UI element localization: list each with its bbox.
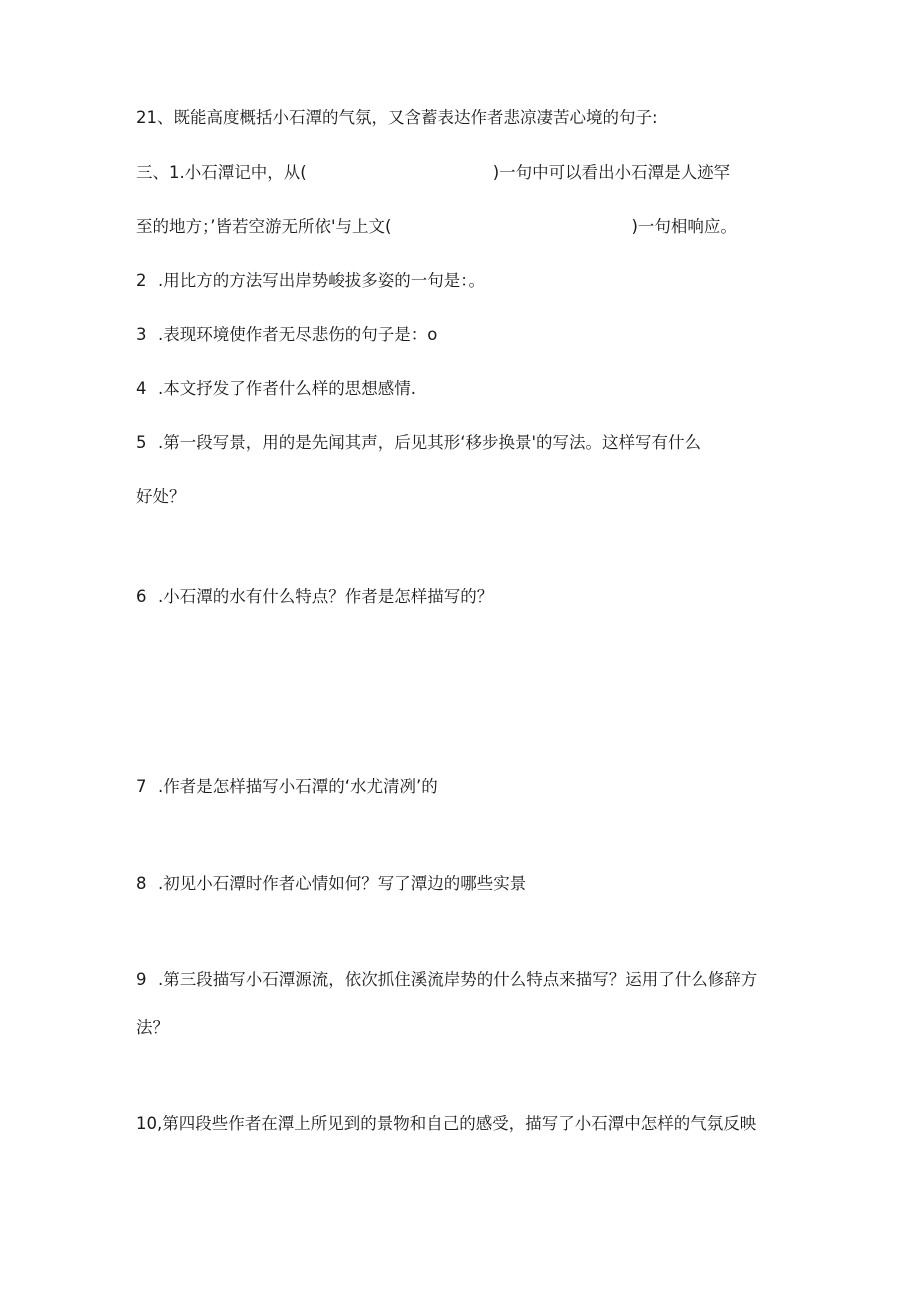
section-3-question-1-line-2 — [136, 216, 737, 238]
question-number: 5 — [136, 433, 147, 452]
question-text: .第三段描写小石潭源流，依次抓住溪流岸势的什么特点来描写？运用了什么修辞方 — [158, 970, 758, 989]
question-number: 3 — [136, 325, 147, 344]
question-3 — [136, 324, 437, 346]
question-number: 4 — [136, 379, 147, 398]
question-text: .作者是怎样描写小石潭的‘水尤清冽’的 — [158, 777, 438, 796]
question-text: .小石潭的水有什么特点？作者是怎样描写的？ — [158, 587, 494, 606]
question-text: .用比方的方法写出岸势峻拔多姿的一句是：。 — [158, 271, 485, 290]
question-9-continuation: 法？ — [136, 1018, 169, 1037]
question-number: 7 — [136, 777, 147, 796]
section-3-line2-start: 至的地方；’皆若空游无所依'与上文( — [136, 217, 392, 236]
section-3-line2-end: )一句相响应。 — [631, 217, 737, 236]
question-text: .本文抒发了作者什么样的思想感情. — [158, 379, 416, 398]
section-3-intro-start: 三、1.小石潭记中，从( — [136, 163, 307, 182]
question-6 — [136, 586, 493, 608]
question-5 — [136, 432, 701, 454]
question-number: 6 — [136, 587, 147, 606]
question-8 — [136, 873, 526, 895]
section-3-question-1-line-1 — [136, 162, 730, 184]
question-number: 8 — [136, 874, 147, 893]
question-text: .表现环境使作者无尽悲伤的句子是：o — [158, 325, 438, 344]
section-3-intro-end: )一句中可以看出小石潭是人迹罕 — [492, 163, 731, 182]
question-text: .第一段写景，用的是先闻其声，后见其形‘移步换景'的写法。这样写有什么 — [158, 433, 702, 452]
question-text: .初见小石潭时作者心情如何？写了潭边的哪些实景 — [158, 874, 527, 893]
question-21: 21、既能高度概括小石潭的气氛，又含蓄表达作者悲凉凄苦心境的句子: — [136, 108, 658, 127]
question-5-continuation: 好处？ — [136, 487, 186, 506]
question-10: 10,第四段些作者在潭上所见到的景物和自己的感受，描写了小石潭中怎样的气氛反映 — [136, 1114, 757, 1133]
question-2 — [136, 270, 485, 292]
question-number: 9 — [136, 970, 147, 989]
question-9 — [136, 969, 757, 991]
question-4 — [136, 378, 416, 400]
question-7 — [136, 776, 438, 798]
question-number: 2 — [136, 271, 147, 290]
